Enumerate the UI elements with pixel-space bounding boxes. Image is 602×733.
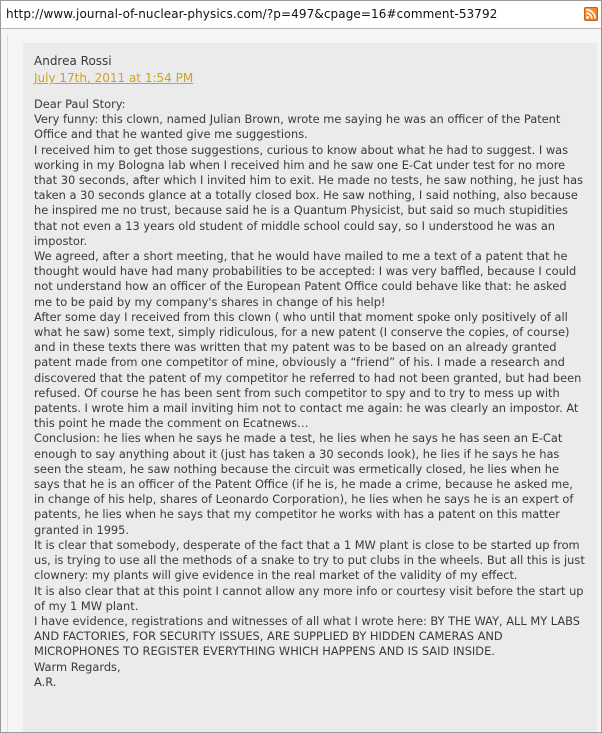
address-bar[interactable] xyxy=(1,1,601,29)
rss-feed-icon[interactable] xyxy=(584,7,598,21)
comment-signature: A.R. xyxy=(34,674,57,689)
comment-paragraph: I received him to get those suggestions, curious to know about what he had to suggest. I was working in my Bologna lab when I received him and he saw one E-Cat under test for no more that 30 seconds, after which I invited him to exit. He made no tests, he saw nothing, he just has taken a 30 seconds glance at a totally closed box. He saw nothing, I said nothing, also because he inspired me no trust, because said he is a Quantum Physicist, but said so much stupidities that not even a 13 years old student of middle school could say, so I understood he was an impostor. xyxy=(34,142,584,248)
comment-signoff: Warm Regards, xyxy=(34,659,121,674)
comment-paragraph: Very funny: this clown, named Julian Brown, wrote me saying he was an officer of the Patent Office and that he wanted give me suggestions. xyxy=(34,112,561,142)
url-text[interactable]: http://www.journal-of-nuclear-physics.com/?p=497&cpage=16#comment-53792 xyxy=(6,7,498,21)
thread-indent-line xyxy=(7,35,17,732)
comment-author: Andrea Rossi xyxy=(34,54,112,68)
comment-paragraph: After some day I received from this clown ( who until that moment spoke only positively of all what he saw) some text, simply ridiculous, for a new patent (I conserve the copies, of course) and in these texts there was written that my patent was to be based on an already granted patent made from one competitor of mine, obviously a “friend” of his. I made a research and discovered that the patent of my competitor he referred to had not been granted, but had been refused. Of course he has been sent from such competitor to spy and to try to mess up with patents. I wrote him a mail inviting him not to contact me again: he was clearly an impostor. At this point he made the comment on Ecatnews… xyxy=(34,309,582,431)
comment-paragraph: It is clear that somebody, desperate of the fact that a 1 MW plant is close to be started up from us, is trying to use all the methods of a snake to try to put clubs in the wheels. But all this is just clownery: my plants will give evidence in the real market of the validity of my effect. xyxy=(34,537,585,583)
comment-paragraph: I have evidence, registrations and witnesses of all what I wrote here: BY THE WAY, ALL MY LABS AND FACTORIES, FOR SECURITY ISSUES, ARE SUPPLIED BY HIDDEN CAMERAS AND MICROPHONES TO REGISTER EVERYTHING WHICH HAPPENS AND IS SAID INSIDE. xyxy=(34,613,581,659)
comment-paragraph: Dear Paul Story: xyxy=(34,97,126,111)
comment-paragraph: Conclusion: he lies when he says he made a test, he lies when he says he has seen an E-Cat enough to say anything about it (just has taken a 30 seconds look), he lies if he says he has seen the steam, he saw nothing because the circuit was ermetically closed, he lies when he says that he is an officer of the Patent Office (if he is, he made a crime, because he asked me, in change of his help, shares of Leonardo Corporation), he lies when he says he is an expert of patents, he lies when he says that my competitor he works with has a patent on this matter granted in 1995. xyxy=(34,431,574,537)
comment-paragraph: It is also clear that at this point I cannot allow any more info or courtesy visit before the start up of my 1 MW plant. xyxy=(34,583,584,613)
comment-box xyxy=(23,43,597,732)
comment-body xyxy=(34,97,586,690)
comment-permalink[interactable]: July 17th, 2011 at 1:54 PM xyxy=(34,71,194,85)
page-content xyxy=(1,29,601,732)
comment-paragraph: We agreed, after a short meeting, that he would have mailed to me a text of a patent that he thought would have had many probabilities to be accepted: I was very baffled, because I could not understand how an officer of the European Patent Office could behave like that: he asked me to be paid by my company's shares in change of his help! xyxy=(34,249,577,309)
